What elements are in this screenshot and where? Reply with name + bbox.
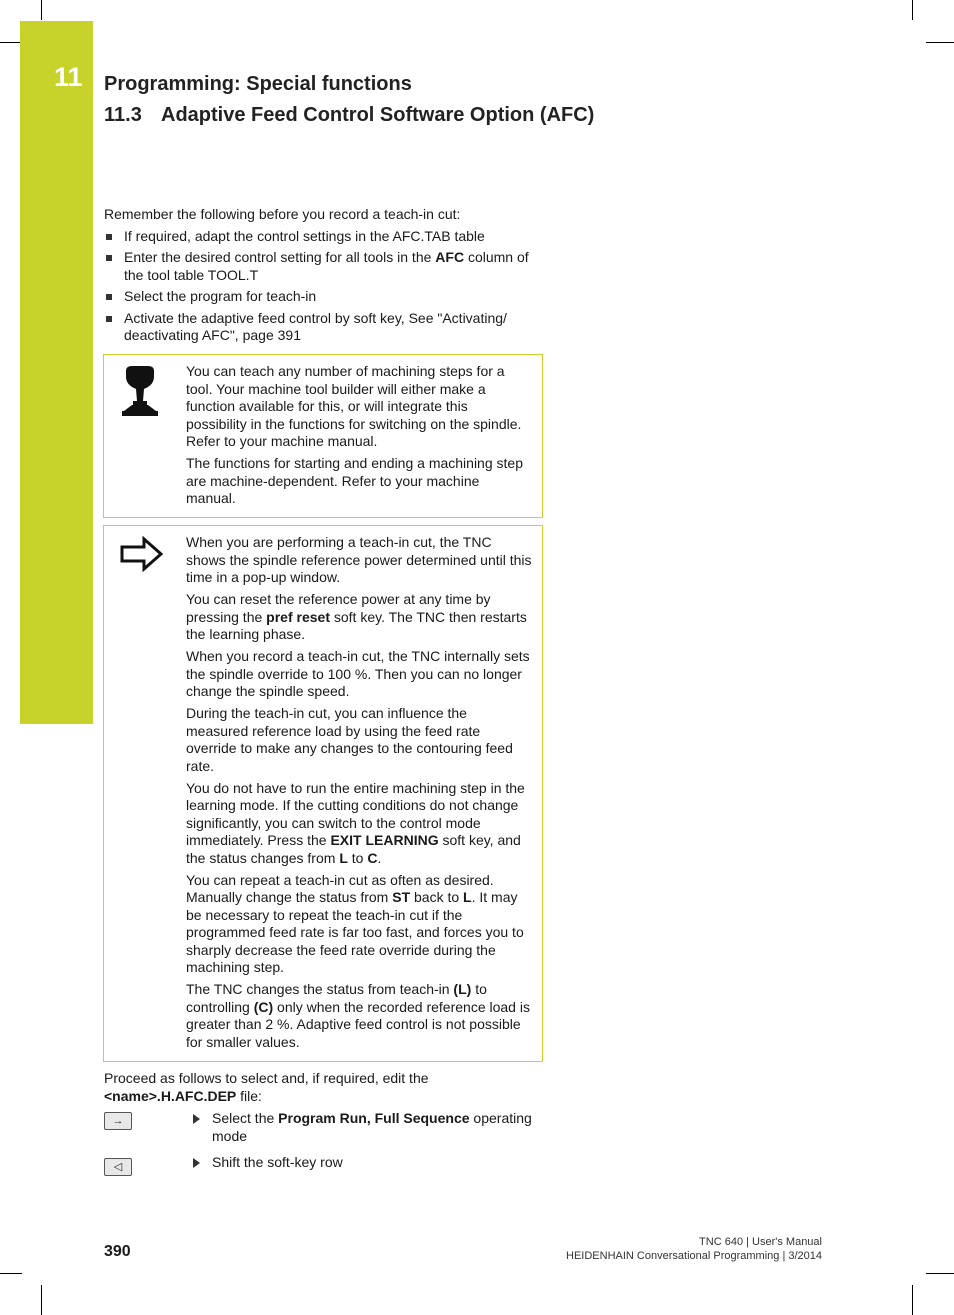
procedure-lead (104, 1070, 544, 1105)
list-item (104, 249, 544, 284)
text-run: Proceed as follows to select and, if required, edit the (104, 1070, 429, 1086)
note-paragraph: When you are performing a teach-in cut, the TNC shows the spindle reference power determined until this time in a pop-up window. (186, 534, 532, 585)
text-run: Select the (212, 1110, 279, 1126)
shift-softkey-row-key-icon[interactable]: ◁ (104, 1158, 132, 1176)
bullet-text: Activate the adaptive feed control by soft key, See "Activating/ deactivating AFC", page 391 (124, 309, 507, 343)
footer-line: TNC 640 | User's Manual (699, 1236, 822, 1248)
step-text: Shift the soft-key row (212, 1154, 343, 1170)
text-run: . (377, 849, 382, 866)
chapter-title: Programming: Special functions (104, 73, 412, 95)
procedure-text (104, 1070, 544, 1105)
bullet-bold: AFC (435, 249, 465, 265)
text-run: The TNC changes the status from teach-in (186, 981, 454, 997)
bullet-square-icon (106, 255, 112, 261)
intro-lead: Remember the following before you record a teach-in cut: (104, 206, 461, 222)
text-run: to controlling (186, 981, 487, 1015)
bullet-square-icon (106, 294, 112, 300)
note-paragraph: The functions for starting and ending a machining step are machine-dependent. Refer to your machine manual. (186, 455, 523, 506)
step-2 (104, 1154, 544, 1172)
softkey-name: EXIT LEARNING (330, 832, 439, 848)
bullet-text: Select the program for teach-in (124, 288, 317, 304)
crop-mark (926, 42, 954, 43)
mode-name: Program Run, Full Sequence (278, 1110, 470, 1126)
list-item (104, 310, 544, 345)
step-triangle-icon (193, 1114, 200, 1124)
status-code: L (339, 849, 348, 866)
text-run: only when the recorded reference load is greater than 2 %. Adaptive feed control is not possible for smaller values. (186, 998, 530, 1050)
intro (104, 206, 544, 349)
chapter-tab (20, 21, 93, 724)
status-code: ST (392, 889, 411, 905)
section-title: Adaptive Feed Control Software Option (AFC) (161, 104, 595, 126)
softkey-name: pref reset (266, 608, 330, 625)
text-run: You do not have to run the entire machining step in the learning mode. If the cutting conditions do not change significantly, you can switch to the control mode immediately. Press the (186, 779, 525, 848)
page-number: 390 (104, 1243, 131, 1260)
crop-mark (0, 42, 22, 43)
bullet-square-icon (106, 234, 112, 240)
note-paragraph (186, 872, 532, 977)
bullet-text: If required, adapt the control settings in the AFC.TAB table (124, 227, 485, 244)
status-code: C (367, 849, 378, 866)
text-run: back to (410, 889, 464, 905)
text-run: You can reset the reference power at any time by pressing the (186, 591, 491, 625)
text-run: file: (236, 1087, 262, 1104)
text-run: operating mode (212, 1110, 532, 1144)
footer (566, 1235, 822, 1263)
note-tip (103, 525, 543, 1062)
bullet-square-icon (106, 316, 112, 322)
section-heading (104, 104, 594, 127)
note-text (186, 526, 542, 1059)
text-run: . It may be necessary to repeat the teach-in cut if the programmed feed rate is far too fast, and forces you to sharply decrease the feed rate override during the machining step. (186, 889, 524, 975)
text-run: soft key. The TNC then restarts the learning phase. (186, 608, 527, 642)
text-run: You can repeat a teach-in cut as often as desired. Manually change the status from (186, 871, 494, 905)
list-item (104, 228, 544, 246)
crop-mark (926, 1273, 954, 1274)
note-paragraph: You can teach any number of machining steps for a tool. Your machine tool builder will either make a function available for this, or will integrate this possibility in the functions for switching on the spindle. Refer to your machine manual. (186, 363, 522, 449)
note-text (186, 355, 542, 516)
step-triangle-icon (193, 1158, 200, 1168)
file-name: <name>.H.AFC.DEP (104, 1087, 237, 1104)
list-item (104, 288, 544, 306)
text-run: soft key, and the status changes from (186, 832, 521, 866)
footer-line: HEIDENHAIN Conversational Programming | 3/2014 (566, 1250, 822, 1262)
bullet-text: column of the tool table TOOL.T (124, 249, 529, 283)
bullet-list (104, 228, 544, 345)
machine-dependent-icon (120, 365, 160, 422)
step-text (212, 1110, 544, 1145)
note-paragraph: When you record a teach-in cut, the TNC internally sets the spindle override to 100 %. Then you can no longer change the spindle speed. (186, 648, 530, 699)
arrow-right-icon (120, 536, 164, 577)
crop-mark (912, 0, 913, 20)
text-run: to (347, 849, 368, 866)
crop-mark (0, 1273, 22, 1274)
status-code: L (463, 889, 472, 905)
status-code: (C) (253, 998, 274, 1015)
crop-mark (41, 0, 42, 20)
step-1 (104, 1110, 544, 1145)
note-paragraph (186, 780, 532, 868)
status-code: (L) (453, 981, 472, 997)
program-run-full-sequence-key-icon[interactable]: → (104, 1112, 132, 1130)
note-paragraph (186, 981, 532, 1051)
note-paragraph (186, 591, 532, 644)
chapter-number: 11 (54, 62, 83, 92)
crop-mark (912, 1285, 913, 1315)
crop-mark (41, 1285, 42, 1315)
bullet-text: Enter the desired control setting for all tools in the (124, 249, 436, 265)
note-paragraph: During the teach-in cut, you can influence the measured reference load by using the feed rate override to make any changes to the contouring feed rate. (186, 705, 513, 774)
note-machine-dependent (103, 354, 543, 518)
section-number: 11.3 (104, 104, 142, 126)
